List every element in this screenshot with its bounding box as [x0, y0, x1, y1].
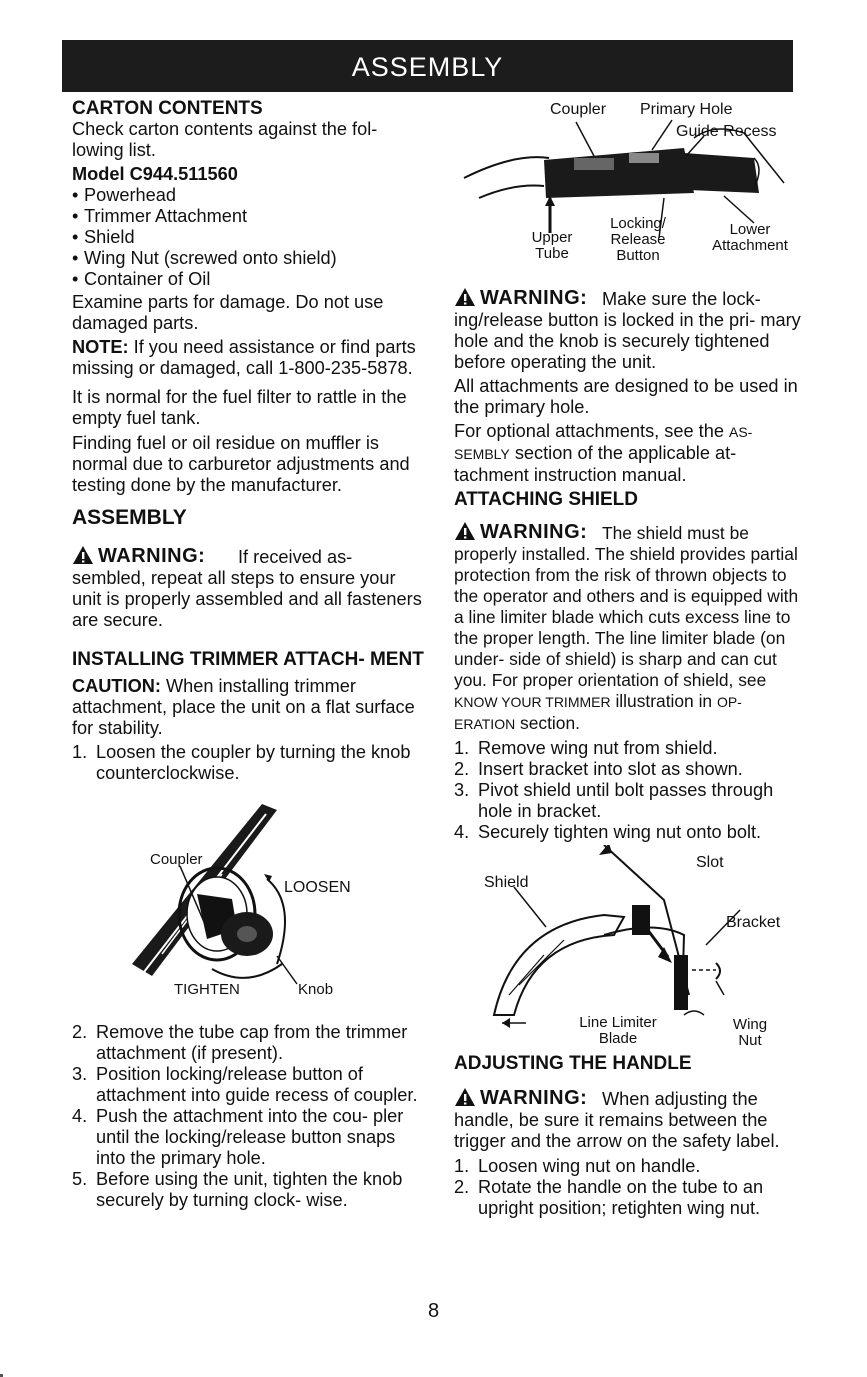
- coupler-knob-illustration: [72, 804, 428, 1000]
- list-item: [454, 1156, 804, 1177]
- caution-text: When installing trimmer attachment, place the unit on a flat surface for stability.: [72, 676, 415, 738]
- installing-heading: INSTALLING TRIMMER ATTACH- MENT: [72, 649, 424, 670]
- examine-text: Examine parts for damage. Do not use damaged parts.: [72, 292, 384, 333]
- step-text: Rotate the handle on the tube to an upright position; retighten wing nut.: [478, 1177, 764, 1218]
- step-text: Before using the unit, tighten the knob securely by turning clock- wise.: [96, 1169, 403, 1210]
- warning-label: WARNING:: [480, 1087, 588, 1109]
- step-number: 2.: [454, 759, 470, 779]
- step-text: Loosen wing nut on handle.: [478, 1156, 701, 1176]
- list-item: [454, 738, 804, 759]
- fig-label-shield: Shield: [484, 874, 529, 891]
- fuel-filter-text: It is normal for the fuel filter to rattle in the empty fuel tank.: [72, 387, 407, 428]
- fig-label-locking-release: Locking/ Release Button: [610, 215, 666, 264]
- fig-label-tighten: TIGHTEN: [174, 981, 240, 998]
- warning-triangle-icon: [454, 1087, 476, 1107]
- residue-text: Finding fuel or oil residue on muffler is normal due to carburetor adjustments and testing done by the manufacturer.: [72, 433, 410, 495]
- fig-label-line-limiter-blade: Line Limiter Blade: [579, 1014, 657, 1047]
- warning-label: WARNING:: [98, 545, 206, 567]
- warning-label: WARNING:: [480, 287, 588, 309]
- carton-items-list: [72, 185, 428, 290]
- list-item: [454, 1177, 804, 1219]
- left-column: [72, 98, 428, 1211]
- assembly-heading: ASSEMBLY: [72, 506, 187, 529]
- step-text: Remove wing nut from shield.: [478, 738, 718, 758]
- small-caps-run: KNOW YOUR TRIMMER: [454, 694, 611, 710]
- shield-warning-text: [454, 523, 804, 735]
- list-item: • Trimmer Attachment: [72, 206, 428, 227]
- warning-triangle-icon: [454, 521, 476, 541]
- fig-label-coupler: Coupler: [550, 101, 607, 118]
- page-banner: ASSEMBLY: [62, 40, 793, 92]
- fig-label-slot: Slot: [696, 854, 724, 871]
- carton-intro: Check carton contents against the fol- lowing list.: [72, 119, 378, 160]
- text-run: section.: [515, 713, 580, 733]
- fig-label-upper-tube: Upper Tube: [531, 229, 573, 262]
- step-number: 2.: [72, 1022, 88, 1042]
- coupler-attachment-figure: [454, 98, 804, 276]
- list-item: [72, 1106, 428, 1169]
- fig-label-bracket: Bracket: [726, 914, 781, 931]
- shield-steps: [454, 738, 804, 843]
- text-run: illustration in: [610, 691, 717, 711]
- assembly-warning-text: If received as- sembled, repeat all steps to ensure your unit is properly assembled and all fasteners are secure.: [72, 547, 422, 630]
- fig-label-wing-nut: Wing Nut: [732, 1016, 768, 1049]
- text-run: For optional attachments, see the: [454, 421, 729, 441]
- step-text: Remove the tube cap from the trimmer attachment (if present).: [96, 1022, 408, 1063]
- list-item: • Powerhead: [72, 185, 428, 206]
- list-item: [454, 780, 804, 822]
- small-caps-run: OP- ERATION: [454, 694, 742, 732]
- text-run: The shield must be properly installed. The shield provides partial protection from the risk of thrown objects to the operator and others and is equipped with a line limiter blade which cuts excess line to the proper length. The line limiter blade (on under- side of shield) is sharp and can cut you. For proper orientation of shield, see: [454, 523, 799, 690]
- fig-label-lower-attachment: Lower Attachment: [712, 221, 788, 254]
- list-item: [454, 822, 804, 843]
- note-label: NOTE:: [72, 337, 129, 357]
- fig-label-primary-hole: Primary Hole: [640, 101, 733, 118]
- step-text: Insert bracket into slot as shown.: [478, 759, 743, 779]
- step-number: 1.: [72, 742, 88, 762]
- step-number: 3.: [454, 780, 470, 800]
- note-text: If you need assistance or find parts missing or damaged, call 1-800-235-5878.: [72, 337, 416, 378]
- caution-label: CAUTION:: [72, 676, 161, 696]
- handle-warning-text: When adjusting the handle, be sure it remains between the trigger and the arrow on the safety label.: [454, 1089, 780, 1151]
- handle-steps: [454, 1156, 804, 1219]
- model-number: Model C944.511560: [72, 164, 238, 184]
- step-number: 5.: [72, 1169, 88, 1189]
- all-attachments-text: All attachments are designed to be used in the primary hole.: [454, 376, 798, 417]
- step-number: 3.: [72, 1064, 88, 1084]
- fig-label-loosen: LOOSEN: [284, 879, 351, 896]
- attaching-shield-heading: ATTACHING SHIELD: [454, 489, 639, 510]
- step-number: 4.: [72, 1106, 88, 1126]
- step-text: Push the attachment into the cou- pler until the locking/release button snaps into the primary hole.: [96, 1106, 404, 1168]
- warning-triangle-icon: [72, 545, 94, 565]
- list-item: [72, 742, 428, 784]
- step-number: 2.: [454, 1177, 470, 1197]
- step-number: 4.: [454, 822, 470, 842]
- lock-warning-text: Make sure the lock- ing/release button is locked in the pri- mary hole and the knob is securely tightened before operating the unit.: [454, 289, 801, 372]
- fig-label-knob: Knob: [298, 981, 334, 998]
- page-number: 8: [427, 1300, 440, 1322]
- optional-attachments-text: [454, 421, 804, 486]
- list-item: [72, 1169, 428, 1211]
- warning-triangle-icon: [454, 287, 476, 307]
- list-item: • Shield: [72, 227, 428, 248]
- installing-steps-a: [72, 742, 428, 784]
- warning-label: WARNING:: [480, 521, 588, 543]
- step-text: Position locking/release button of attachment into guide recess of coupler.: [96, 1064, 418, 1105]
- step-text: Pivot shield until bolt passes through hole in bracket.: [478, 780, 774, 821]
- note-paragraph: [72, 337, 428, 379]
- fig-label-coupler: Coupler: [150, 851, 203, 868]
- step-number: 1.: [454, 738, 470, 758]
- installing-steps-b: [72, 1022, 428, 1211]
- step-text: Loosen the coupler by turning the knob counterclockwise.: [96, 742, 411, 783]
- adjusting-handle-heading: ADJUSTING THE HANDLE: [454, 1053, 692, 1074]
- text-run: section of the applicable at- tachment instruction manual.: [454, 443, 737, 485]
- list-item: [72, 1022, 428, 1064]
- list-item: • Container of Oil: [72, 269, 428, 290]
- carton-contents-heading: CARTON CONTENTS: [72, 98, 263, 119]
- step-text: Securely tighten wing nut onto bolt.: [478, 822, 762, 842]
- coupler-knob-figure: [72, 804, 428, 1000]
- step-number: 1.: [454, 1156, 470, 1176]
- small-caps-run: AS- SEMBLY: [454, 424, 753, 462]
- list-item: • Wing Nut (screwed onto shield): [72, 248, 428, 269]
- fig-label-guide-recess: Guide Recess: [676, 123, 777, 140]
- shield-figure: [454, 845, 804, 1049]
- right-column: [454, 98, 804, 1219]
- list-item: [454, 759, 804, 780]
- caution-paragraph: [72, 676, 428, 739]
- list-item: [72, 1064, 428, 1106]
